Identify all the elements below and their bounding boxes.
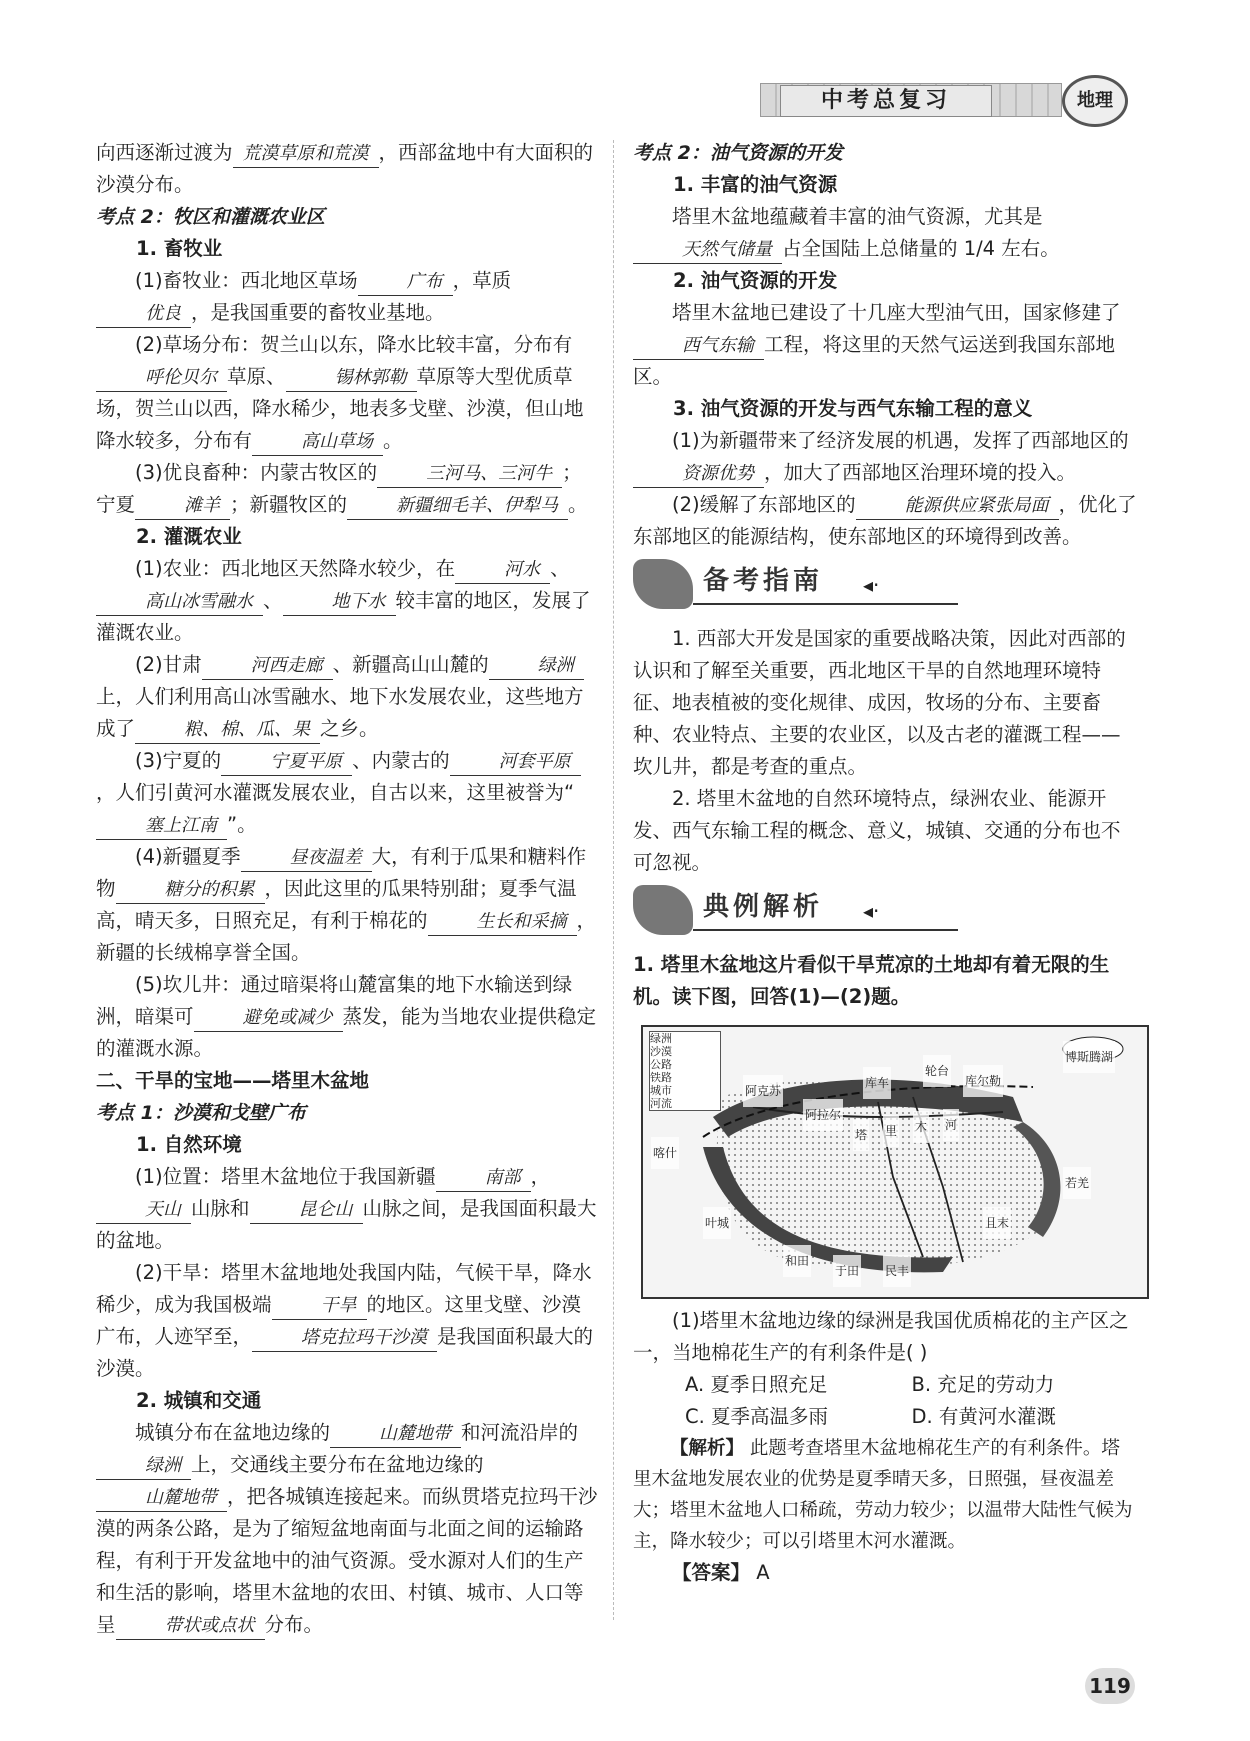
banner-underline <box>693 603 958 605</box>
map-label: 里 <box>883 1115 899 1147</box>
sub-question: (1)塔里木盆地边缘的绿洲是我国优质棉花的主产区之一，当地棉花生产的有利条件是( ) <box>633 1309 1129 1364</box>
sub-heading: 1. 自然环境 <box>136 1133 242 1156</box>
map-label: 和田 <box>783 1245 811 1277</box>
tarim-basin-map <box>641 1025 1149 1299</box>
paragraph: 塔里木盆地已建设了十几座大型油气田，国家修建了西气东输 工程，将这里的天然气运送到我国东部地区。 <box>633 301 1121 388</box>
paragraph: (1)位置：塔里木盆地位于我国新疆 南部 ，天山 山脉和 昆仑山 山脉之间，是我国面积最大的盆地。 <box>96 1165 597 1252</box>
paragraph: (4)新疆夏季 昼夜温差 大，有利于瓜果和糖料作物 糖分的积累 ，因此这里的瓜果特别甜；夏季气温高，晴天多，日照充足，有利于棉花的 生长和采摘 ，新疆的长绒棉享誉全国。 <box>96 845 597 964</box>
sub-heading: 2. 城镇和交通 <box>136 1389 262 1412</box>
guide-paragraph: 2. 塔里木盆地的自然环境特点，绿洲农业、能源开发、西气东输工程的概念、意义，城镇、交通的分布也不可忽视。 <box>633 787 1121 874</box>
map-label: 阿克苏 <box>743 1075 783 1107</box>
legend-item: 公路 <box>650 1058 672 1071</box>
map-label: 且末 <box>983 1207 1011 1239</box>
paragraph: (3)优良畜种：内蒙古牧区的 三河马、三河牛 ；宁夏 滩羊 ；新疆牧区的 新疆细毛羊、伊犁马 。 <box>96 457 598 521</box>
legend-item: 城市 <box>650 1084 672 1097</box>
map-label: 阿拉尔 <box>803 1099 843 1131</box>
banner-badge-icon <box>633 885 693 935</box>
map-label: 叶城 <box>703 1207 731 1239</box>
paragraph: (2)缓解了东部地区的 能源供应紧张局面 ，优化了东部地区的能源结构，使东部地区的环境得到改善。 <box>633 493 1137 548</box>
paragraph: 向西逐渐过渡为 荒漠草原和荒漠 ，西部盆地中有大面积的沙漠分布。 <box>96 141 594 196</box>
sub-heading: 2. 油气资源的开发 <box>673 269 838 292</box>
option-b[interactable]: B. 充足的劳动力 <box>911 1373 1055 1396</box>
sub-heading: 1. 畜牧业 <box>136 237 223 260</box>
map-label: 于田 <box>833 1255 861 1287</box>
page-header <box>760 75 1140 125</box>
banner-title: 备考指南 <box>703 566 824 596</box>
answer <box>633 1557 1138 1589</box>
arrow-icon: ◂· <box>863 899 880 923</box>
map-label: 民丰 <box>883 1255 911 1287</box>
paragraph: (1)畜牧业：西北地区草场 广布 ，草质优良 ，是我国重要的畜牧业基地。 <box>96 265 598 329</box>
legend-item: 沙漠 <box>650 1045 672 1058</box>
kaodian-heading: 考点 2：油气资源的开发 <box>633 142 843 164</box>
map-label: 博斯腾湖 <box>1063 1041 1115 1073</box>
paragraph: (5)坎儿井：通过暗渠将山麓富集的地下水输送到绿洲，暗渠可 避免或减少 蒸发，能为当地农业提供稳定的灌溉水源。 <box>96 973 597 1060</box>
right-column <box>633 137 1138 1589</box>
map-label: 塔 <box>853 1119 869 1151</box>
column-divider <box>613 140 614 1620</box>
subject-badge: 地理 <box>1062 75 1128 127</box>
paragraph: (2)甘肃 河西走廊 、新疆高山山麓的 绿洲上，人们利用高山冰雪融水、地下水发展农业，这些地方成了 粮、棉、瓜、果 之乡。 <box>96 649 598 745</box>
map-label: 库尔勒 <box>963 1065 1003 1097</box>
answer-options <box>633 1369 1138 1433</box>
answer-label: 【答案】 <box>672 1561 751 1584</box>
section-heading: 二、干旱的宝地——塔里木盆地 <box>96 1069 370 1092</box>
kaodian-heading: 考点 1：沙漠和戈壁广布 <box>96 1102 306 1124</box>
option-d[interactable]: D. 有黄河水灌溉 <box>911 1405 1056 1428</box>
page-number: 119 <box>1085 1668 1135 1704</box>
legend-item: 铁路 <box>650 1071 672 1084</box>
option-c[interactable]: C. 夏季高温多雨 <box>685 1405 829 1428</box>
paragraph: 塔里木盆地蕴藏着丰富的油气资源，尤其是天然气储量 占全国陆上总储量的 1/4 左右。 <box>633 201 1138 265</box>
banner-title: 典例解析 <box>703 892 824 922</box>
map-label: 轮台 <box>923 1055 951 1087</box>
sub-heading: 1. 丰富的油气资源 <box>673 173 838 196</box>
map-label: 库车 <box>863 1067 891 1099</box>
paragraph: (1)为新疆带来了经济发展的机遇，发挥了西部地区的资源优势 ，加大了西部地区治理环境的投入。 <box>633 425 1138 489</box>
left-column <box>96 137 598 1641</box>
map-label: 河 <box>943 1109 959 1141</box>
paragraph: (1)农业：西北地区天然降水较少，在 河水 、高山冰雪融水 、 地下水 较丰富的地区，发展了灌溉农业。 <box>96 557 591 644</box>
map-label: 木 <box>913 1111 929 1143</box>
banner-underline <box>693 929 958 931</box>
guide-paragraph: 1. 西部大开发是国家的重要战略决策，因此对西部的认识和了解至关重要，西北地区干旱的自然地理环境特征、地表植被的变化规律、成因，牧场的分布、主要畜种、农业特点、主要的农业区，以及古老的灌溉工程——坎儿井，都是考查的重点。 <box>633 627 1126 778</box>
analysis <box>633 1433 1138 1557</box>
sub-heading: 2. 灌溉农业 <box>136 525 242 548</box>
legend-item: 绿洲 <box>650 1032 672 1045</box>
analysis-text: 此题考查塔里木盆地棉花生产的有利条件。塔里木盆地发展农业的优势是夏季晴天多，日照强，昼夜温差大；塔里木盆地人口稀疏，劳动力较少；以温带大陆性气候为主，降水较少；可以引塔里木河水灌溉。 <box>633 1438 1133 1552</box>
banner-example-analysis <box>633 885 1138 941</box>
map-label: 若羌 <box>1063 1167 1091 1199</box>
kaodian-heading: 考点 2：牧区和灌溉农业区 <box>96 206 325 228</box>
question: 1. 塔里木盆地这片看似干旱荒凉的土地却有着无限的生机。读下图，回答(1)—(2)题。 <box>633 953 1110 1008</box>
map-label: 喀什 <box>651 1137 679 1169</box>
sub-heading: 3. 油气资源的开发与西气东输工程的意义 <box>673 397 1033 420</box>
map-legend <box>649 1031 721 1111</box>
arrow-icon: ◂· <box>863 573 880 597</box>
banner-badge-icon <box>633 559 693 609</box>
paragraph: (2)草场分布：贺兰山以东，降水比较丰富，分布有呼伦贝尔 草原、 锡林郭勒 草原等大型优质草场，贺兰山以西，降水稀少，地表多戈壁、沙漠，但山地降水较多，分布有 高山草场 。 <box>96 329 598 457</box>
option-a[interactable]: A. 夏季日照充足 <box>685 1373 828 1396</box>
answer-value: A <box>756 1561 770 1584</box>
paragraph: (2)干旱：塔里木盆地地处我国内陆，气候干旱，降水稀少，成为我国极端 干旱 的地区。这里戈壁、沙漠广布，人迹罕至， 塔克拉玛干沙漠 是我国面积最大的沙漠。 <box>96 1261 594 1380</box>
header-title: 中考总复习 <box>780 85 992 117</box>
paragraph: (3)宁夏的 宁夏平原 、内蒙古的 河套平原，人们引黄河水灌溉发展农业，自古以来，这里被誉为“塞上江南 ”。 <box>96 745 598 841</box>
paragraph: 城镇分布在盆地边缘的 山麓地带 和河流沿岸的绿洲 上，交通线主要分布在盆地边缘的山麓地带 ，把各城镇连接起来。而纵贯塔克拉玛干沙漠的两条公路，是为了缩短盆地南面与北面之间的运输路程，有利于开发盆地中的油气资源。受水源对人们的生产和生活的影响，塔里木盆地的农田、村镇、城市、人口等呈 带状或点状 分布。 <box>96 1417 598 1641</box>
banner-exam-guide <box>633 559 1138 615</box>
analysis-label: 【解析】 <box>670 1438 745 1459</box>
legend-item: 河流 <box>650 1097 672 1110</box>
